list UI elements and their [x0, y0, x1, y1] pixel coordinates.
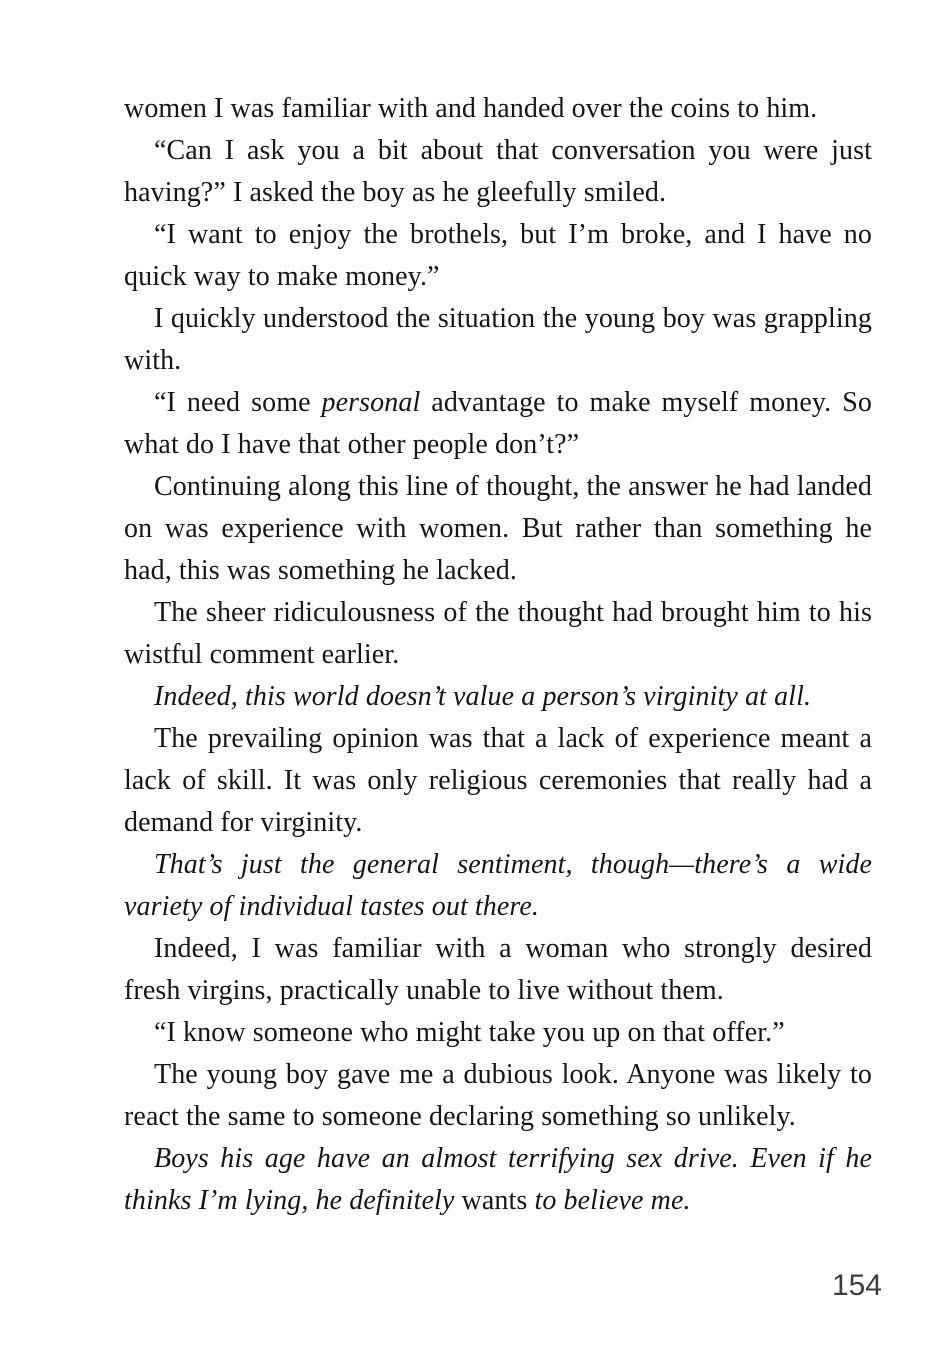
paragraph [124, 130, 872, 214]
paragraph [124, 214, 872, 298]
text-segment: The young boy gave me a dubious look. Anyone was likely to react the same to someone declaring something so unlikely. [124, 1059, 872, 1132]
paragraph [124, 676, 872, 718]
paragraph [124, 382, 872, 466]
text-segment: The prevailing opinion was that a lack of experience meant a lack of skill. It was only religious ceremonies that really had a demand for virginity. [124, 723, 872, 838]
text-segment: Boys his age have an almost terrifying sex drive. Even if he thinks I’m lying, he definitely [124, 1143, 872, 1216]
paragraph [124, 844, 872, 928]
text-segment: personal [321, 387, 421, 418]
paragraph [124, 718, 872, 844]
paragraph [124, 466, 872, 592]
text-segment: Indeed, I was familiar with a woman who strongly desired fresh virgins, practically unable to live without them. [124, 933, 872, 1006]
text-segment: The sheer ridiculousness of the thought had brought him to his wistful comment earlier. [124, 597, 872, 670]
text-segment: I quickly understood the situation the young boy was grappling with. [124, 303, 872, 376]
text-segment: “I want to enjoy the brothels, but I’m broke, and I have no quick way to make money.” [124, 219, 872, 292]
paragraph [124, 1012, 872, 1054]
text-segment: “I know someone who might take you up on that offer.” [154, 1017, 785, 1048]
text-segment: “Can I ask you a bit about that conversation you were just having?” I asked the boy as he gleefully smiled. [124, 135, 872, 208]
paragraph [124, 298, 872, 382]
page-number: 154 [831, 1269, 882, 1302]
text-segment: That’s just the general sentiment, though—there’s a wide variety of individual tastes out there. [124, 849, 872, 922]
paragraph [124, 88, 872, 130]
text-segment: women I was familiar with and handed over the coins to him. [124, 93, 818, 124]
text-segment: Continuing along this line of thought, the answer he had landed on was experience with women. But rather than something he had, this was something he lacked. [124, 471, 872, 586]
text-segment: “I need some [154, 387, 322, 418]
paragraph [124, 1054, 872, 1138]
paragraph [124, 1138, 872, 1222]
text-segment: to believe me. [527, 1185, 691, 1216]
paragraph [124, 592, 872, 676]
text-segment: advantage to make myself money. So what do I have that other people don’t?” [124, 387, 872, 460]
text-block [124, 88, 872, 1222]
paragraph [124, 928, 872, 1012]
text-segment: wants [461, 1185, 528, 1216]
text-segment: Indeed, this world doesn’t value a person’s virginity at all. [154, 681, 812, 712]
